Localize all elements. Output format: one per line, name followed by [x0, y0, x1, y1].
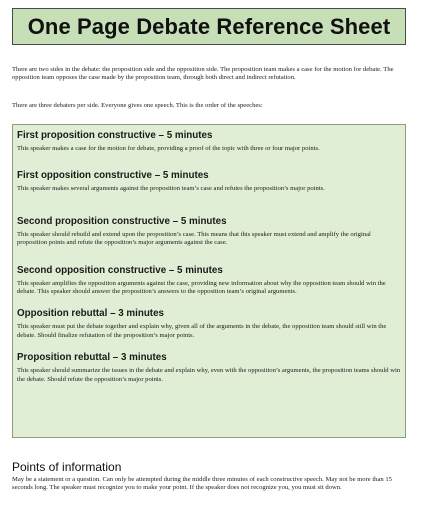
speech-heading: Opposition rebuttal – 3 minutes	[17, 308, 164, 320]
speech-heading: Proposition rebuttal – 3 minutes	[17, 352, 167, 364]
speech-heading: First proposition constructive – 5 minutes	[17, 130, 213, 141]
speech-first-opposition	[17, 170, 401, 193]
speech-first-proposition	[17, 130, 401, 153]
speech-heading: Second opposition constructive – 5 minutes	[17, 264, 223, 276]
speech-description: This speaker makes a case for the motion for debate, providing a proof of the topic with three or four major points.	[17, 145, 320, 152]
points-of-information-text: May be a statement or a question. Can only be attempted during the middle three minutes of each constructive speech. May not be more than 15 seconds long. The speaker must recognize you to make your point. If the speaker does not recognize you, you must sit down.	[12, 476, 392, 492]
speech-proposition-rebuttal	[17, 352, 401, 384]
points-of-information-heading: Points of information	[12, 460, 122, 474]
speech-description: This speaker makes several arguments against the proposition team’s case and refutes the proposition’s major points.	[17, 185, 325, 193]
speech-second-proposition	[17, 216, 401, 248]
intro-paragraph-1: There are two sides in the debate: the proposition side and the opposition side. The proposition team makes a case for the motion for debate. The opposition team opposes the case made by the proposition team, through both direct and indirect refutation.	[12, 66, 394, 82]
intro-paragraph-2: There are three debaters per side. Everyone gives one speech. This is the order of the speeches:	[12, 102, 263, 109]
speech-heading: Second proposition constructive – 5 minutes	[17, 215, 227, 227]
speech-second-opposition	[17, 265, 401, 297]
speech-opposition-rebuttal	[17, 308, 401, 340]
speech-description: This speaker should rebuild and extend upon the proposition’s case. This means that this speaker must extend and amplify the original proposition points and refute the opposition’s major arguments against the case.	[17, 230, 371, 247]
speech-heading: First opposition constructive – 5 minutes	[17, 170, 209, 182]
page-title: One Page Debate Reference Sheet	[12, 8, 406, 45]
speech-order-panel	[12, 124, 406, 438]
speech-description: This speaker amplifies the opposition arguments against the case, providing new information about why the opposition team should win the debate. This speaker should answer the proposition’s answers to the opposition team’s original arguments.	[17, 279, 386, 296]
speech-description: This speaker should summarize the issues in the debate and explain why, even with the opposition’s arguments, the proposition teams should win the debate. Should refute the opposition’s major points.	[17, 367, 401, 383]
speech-description: This speaker must put the debate together and explain why, given all of the arguments in the debate, the opposition team should still win the debate. Should finalize refutation of the proposition’s major points.	[17, 323, 387, 339]
